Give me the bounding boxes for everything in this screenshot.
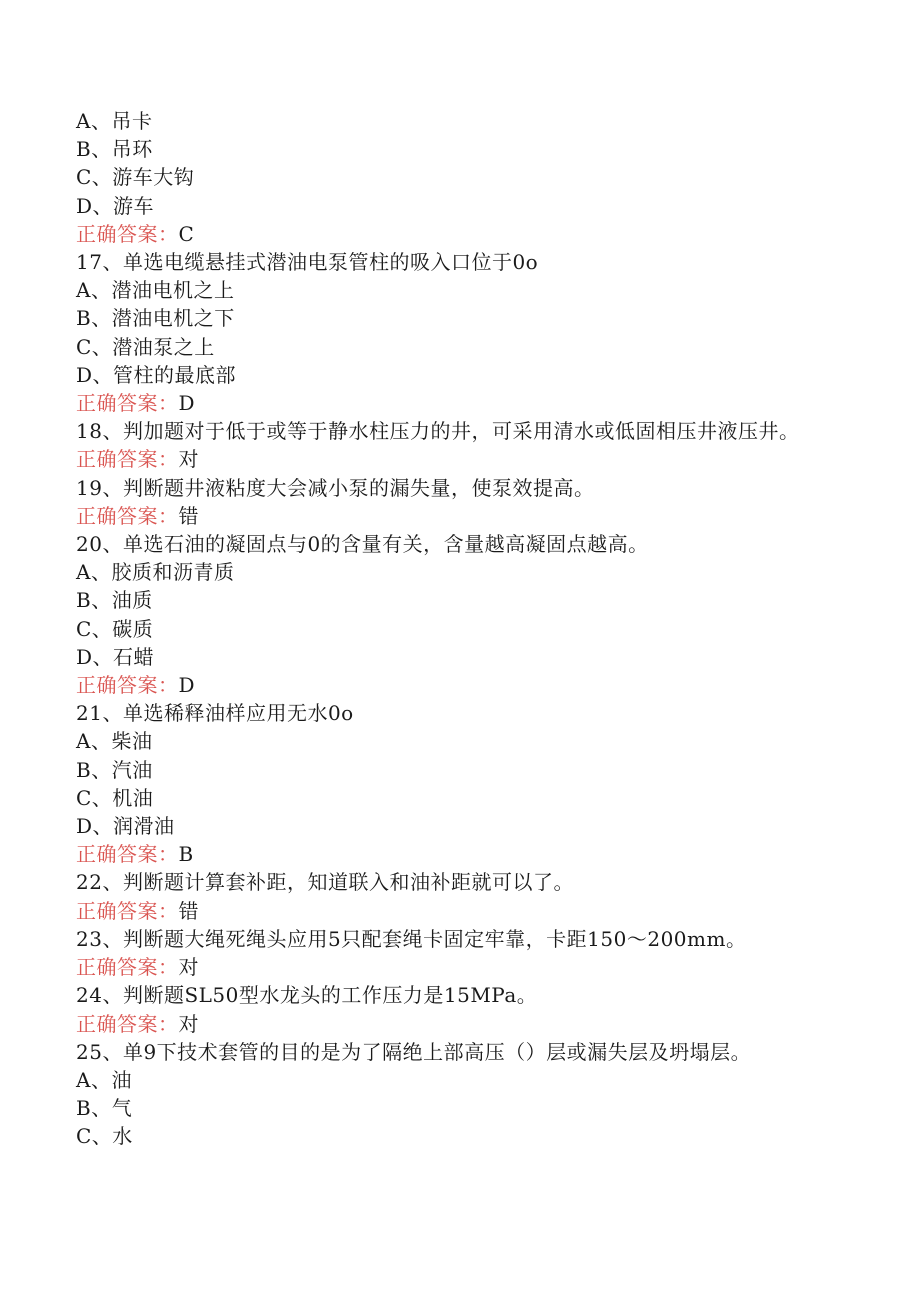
answer-line xyxy=(76,897,816,925)
option-text: C、机油 xyxy=(76,785,154,810)
answer-label: 正确答案： xyxy=(76,391,179,416)
answer-line xyxy=(76,220,816,248)
question-text: 23、判断题大绳死绳头应用5只配套绳卡固定牢靠，卡距150～200mm。 xyxy=(76,926,747,951)
answer-value: 错 xyxy=(178,898,199,923)
option-text: D、润滑油 xyxy=(76,814,175,839)
answer-value: C xyxy=(178,221,195,246)
answer-value: 对 xyxy=(178,1011,199,1036)
answer-label: 正确答案： xyxy=(76,898,179,923)
answer-label: 正确答案： xyxy=(76,673,179,698)
option-text: C、碳质 xyxy=(76,616,154,641)
answer-label: 正确答案： xyxy=(76,447,179,472)
option-text: B、汽油 xyxy=(76,757,153,782)
question-text: 18、判加题对于低于或等于静水柱压力的井，可采用清水或低固相压井液压井。 xyxy=(76,419,800,444)
option-text: C、水 xyxy=(76,1124,133,1149)
answer-line xyxy=(76,389,816,417)
option-text: D、石蜡 xyxy=(76,644,155,669)
answer-line xyxy=(76,1010,816,1038)
option-text: B、油质 xyxy=(76,588,153,613)
option-text: C、潜油泵之上 xyxy=(76,334,215,359)
answer-label: 正确答案： xyxy=(76,503,179,528)
option-text: A、胶质和沥青质 xyxy=(76,560,235,585)
question-text: 20、单选石油的凝固点与0的含量有关，含量越高凝固点越高。 xyxy=(76,532,649,557)
question-text: 17、单选电缆悬挂式潜油电泵管柱的吸入口位于0o xyxy=(76,250,539,275)
answer-label: 正确答案： xyxy=(76,842,179,867)
option-text: C、游车大钩 xyxy=(76,165,195,190)
answer-label: 正确答案： xyxy=(76,221,179,246)
question-text: 19、判断题井液粘度大会减小泵的漏失量，使泵效提高。 xyxy=(76,475,595,500)
document-body xyxy=(76,107,816,1151)
answer-value: 错 xyxy=(178,503,199,528)
option-text: B、潜油电机之下 xyxy=(76,306,235,331)
option-text: B、吊环 xyxy=(76,137,153,162)
option-text: A、吊卡 xyxy=(76,109,153,133)
answer-line xyxy=(76,445,816,473)
answer-label: 正确答案： xyxy=(76,1011,179,1036)
answer-value: 对 xyxy=(178,955,199,980)
option-text: A、潜油电机之上 xyxy=(76,278,235,303)
answer-line xyxy=(76,671,816,699)
question-text: 22、判断题计算套补距，知道联入和油补距就可以了。 xyxy=(76,870,574,895)
answer-line xyxy=(76,840,816,868)
answer-value: B xyxy=(178,842,194,867)
option-text: D、游车 xyxy=(76,193,155,218)
answer-value: D xyxy=(178,673,196,698)
answer-line xyxy=(76,502,816,530)
answer-label: 正确答案： xyxy=(76,955,179,980)
question-text: 21、单选稀释油样应用无水0o xyxy=(76,701,354,726)
answer-value: 对 xyxy=(178,447,199,472)
option-text: A、油 xyxy=(76,1067,132,1092)
option-text: A、柴油 xyxy=(76,729,153,754)
option-text: B、气 xyxy=(76,1096,133,1121)
answer-value: D xyxy=(178,391,196,416)
question-text: 25、单9下技术套管的目的是为了隔绝上部高压（）层或漏失层及坍塌层。 xyxy=(76,1039,752,1064)
option-text: D、管柱的最底部 xyxy=(76,362,237,387)
question-text: 24、判断题SL50型水龙头的工作压力是15MPa。 xyxy=(76,983,538,1008)
answer-line xyxy=(76,953,816,981)
